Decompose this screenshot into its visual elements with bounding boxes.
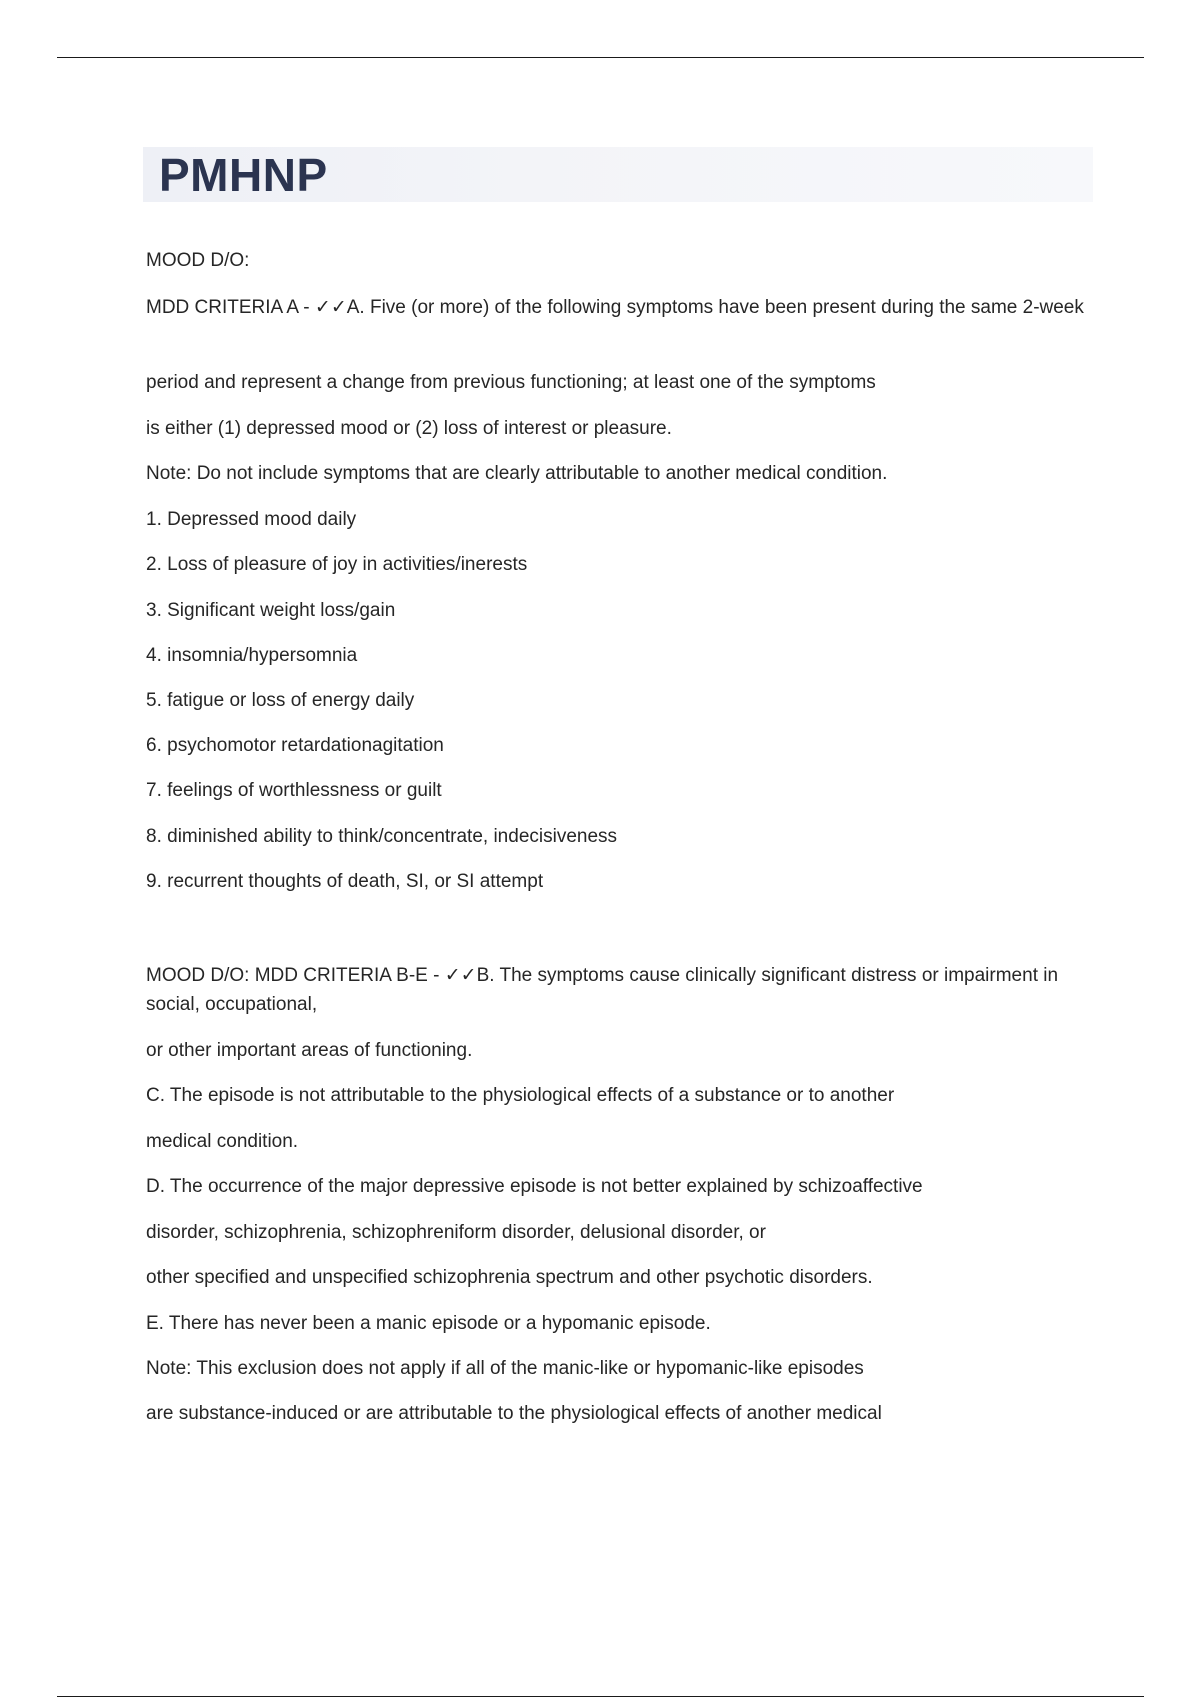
symptom-item: 8. diminished ability to think/concentrate, indecisiveness xyxy=(146,826,618,847)
criteria-a-intro: MDD CRITERIA A - ✓✓A. Five (or more) of the following symptoms have been present during the same 2-week xyxy=(146,297,1084,318)
symptom-item: 5. fatigue or loss of energy daily xyxy=(146,690,415,711)
criteria-e-note: Note: This exclusion does not apply if all of the manic-like or hypomanic-like episodes xyxy=(146,1358,864,1379)
symptom-item: 4. insomnia/hypersomnia xyxy=(146,645,358,666)
criteria-d-text: other specified and unspecified schizophrenia spectrum and other psychotic disorders. xyxy=(146,1267,873,1288)
criteria-e-note: are substance-induced or are attributable to the physiological effects of another medical xyxy=(146,1403,882,1424)
criteria-a-text: is either (1) depressed mood or (2) loss of interest or pleasure. xyxy=(146,418,672,439)
criteria-be-intro: MOOD D/O: MDD CRITERIA B-E - ✓✓B. The symptoms cause clinically significant distress or impairment in social, occupational, xyxy=(146,965,1059,1015)
symptom-item: 6. psychomotor retardationagitation xyxy=(146,735,444,756)
criteria-d-text: disorder, schizophrenia, schizophreniform disorder, delusional disorder, or xyxy=(146,1222,766,1243)
criteria-b-text: or other important areas of functioning. xyxy=(146,1040,473,1061)
criteria-e-text: E. There has never been a manic episode or a hypomanic episode. xyxy=(146,1313,711,1334)
title-band xyxy=(143,147,1093,202)
symptom-item: 9. recurrent thoughts of death, SI, or SI attempt xyxy=(146,871,544,892)
section-heading-mood: MOOD D/O: xyxy=(146,250,250,271)
document-title: PMHNP xyxy=(159,149,328,201)
bottom-rule xyxy=(57,1696,1144,1697)
criteria-c-text: medical condition. xyxy=(146,1131,299,1152)
symptom-item: 3. Significant weight loss/gain xyxy=(146,600,396,621)
criteria-a-text: period and represent a change from previous functioning; at least one of the symptoms xyxy=(146,372,876,393)
criteria-d-text: D. The occurrence of the major depressive episode is not better explained by schizoaffective xyxy=(146,1176,923,1197)
symptom-item: 1. Depressed mood daily xyxy=(146,509,357,530)
criteria-c-text: C. The episode is not attributable to the physiological effects of a substance or to another xyxy=(146,1085,895,1106)
symptom-item: 7. feelings of worthlessness or guilt xyxy=(146,780,442,801)
symptom-item: 2. Loss of pleasure of joy in activities/inerests xyxy=(146,554,528,575)
criteria-a-note: Note: Do not include symptoms that are clearly attributable to another medical condition. xyxy=(146,463,888,484)
top-rule xyxy=(57,57,1144,58)
